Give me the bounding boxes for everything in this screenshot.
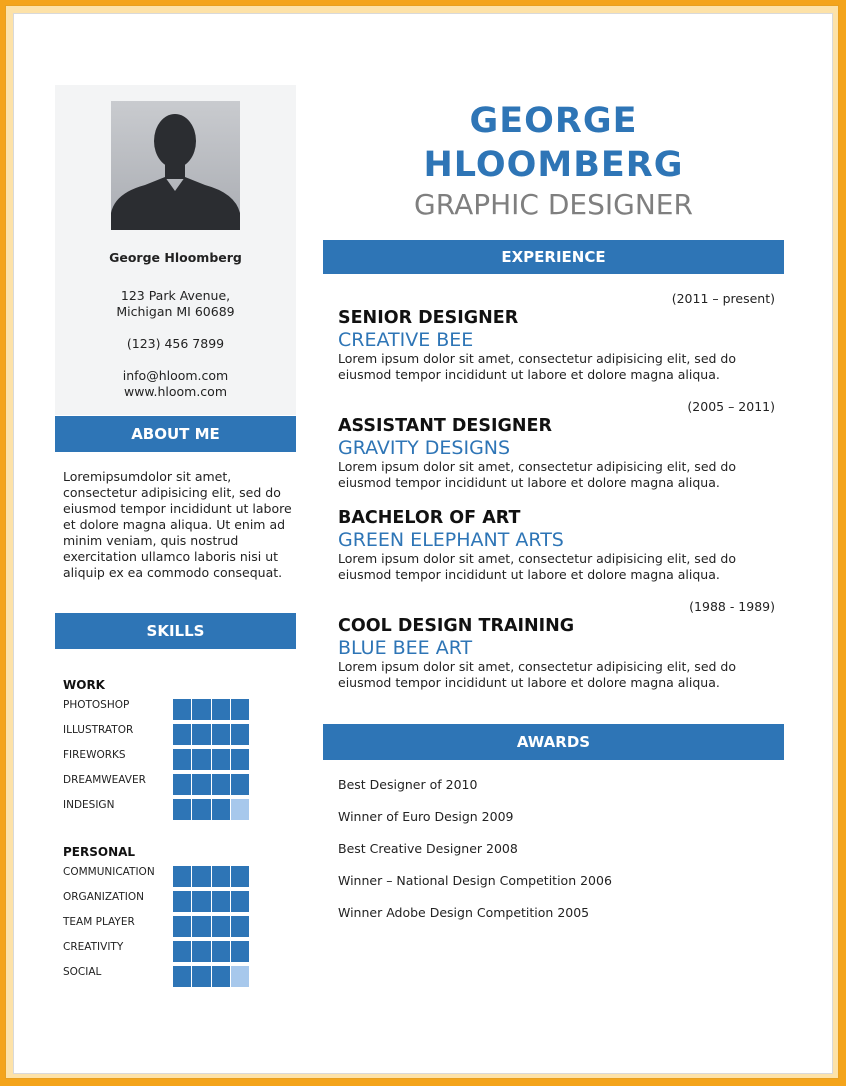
entry-title: ASSISTANT DESIGNER: [338, 416, 552, 436]
email-address: info@hloom.com: [122, 368, 229, 383]
skill-cell-filled: [231, 916, 249, 937]
website: www.hloom.com: [123, 384, 228, 399]
skill-label: TEAM PLAYER: [63, 916, 135, 928]
skill-cell-filled: [212, 866, 230, 887]
skill-cell-filled: [231, 699, 249, 720]
profile-name: George Hloomberg: [109, 250, 242, 265]
skill-cell-filled: [212, 891, 230, 912]
skill-cell-filled: [231, 941, 249, 962]
entry-period: (1988 - 1989): [689, 599, 775, 614]
skill-row: [63, 749, 253, 771]
skill-cell-filled: [173, 916, 191, 937]
skill-cell-filled: [192, 699, 210, 720]
person-silhouette-icon: [111, 101, 240, 230]
skill-cell-filled: [212, 966, 230, 987]
skill-label: COMMUNICATION: [63, 866, 155, 878]
skills-heading: SKILLS: [55, 613, 296, 649]
skill-cell-filled: [192, 749, 210, 770]
skill-cell-filled: [212, 724, 230, 745]
skill-level-meter: [173, 699, 249, 720]
entry-organization: GREEN ELEPHANT ARTS: [338, 529, 564, 551]
skill-cell-filled: [212, 699, 230, 720]
skill-cell-filled: [192, 966, 210, 987]
skill-cell-filled: [212, 799, 230, 820]
skill-cell-filled: [173, 699, 191, 720]
skill-level-meter: [173, 799, 249, 820]
entry-period: (2011 – present): [671, 291, 775, 306]
award-item: Winner Adobe Design Competition 2005: [338, 905, 590, 920]
entry-description-line-2: eiusmod tempor incididunt ut labore et dolore magna aliqua.: [338, 567, 720, 582]
skill-cell-filled: [212, 749, 230, 770]
skill-cell-filled: [173, 866, 191, 887]
entry-organization: BLUE BEE ART: [338, 637, 473, 659]
entry-description-line-1: Lorem ipsum dolor sit amet, consectetur adipisicing elit, sed do: [338, 459, 736, 474]
skill-cell-filled: [192, 774, 210, 795]
skill-label: INDESIGN: [63, 799, 115, 811]
skill-cell-filled: [231, 749, 249, 770]
skill-label: ORGANIZATION: [63, 891, 145, 903]
job-title: GRAPHIC DESIGNER: [414, 188, 693, 221]
entry-title: SENIOR DESIGNER: [338, 308, 519, 328]
skill-cell-empty: [231, 799, 249, 820]
skill-level-meter: [173, 749, 249, 770]
skill-label: SOCIAL: [63, 966, 102, 978]
skill-row: [63, 966, 253, 988]
skill-cell-filled: [231, 774, 249, 795]
skill-cell-filled: [192, 941, 210, 962]
skill-row: [63, 866, 253, 888]
skill-label: ILLUSTRATOR: [63, 724, 134, 736]
entry-title: BACHELOR OF ART: [338, 508, 521, 528]
personal-skills-label: PERSONAL: [63, 845, 136, 859]
skill-label: CREATIVITY: [63, 941, 124, 953]
about-text: Loremipsumdolor sit amet, consectetur adipisicing elit, sed do eiusmod tempor incididunt ut labore et dolore magna aliqua. Ut enim ad minim veniam, quis nostrud exercitation ullamco laboris nisi ut aliquip ex ea commodo consequat.: [63, 469, 292, 580]
award-item: Winner – National Design Competition 2006: [338, 873, 612, 888]
entry-organization: CREATIVE BEE: [338, 329, 474, 351]
skill-cell-filled: [173, 799, 191, 820]
first-name: GEORGE: [469, 101, 638, 141]
entry-title: COOL DESIGN TRAINING: [338, 616, 575, 636]
skill-cell-filled: [173, 724, 191, 745]
skill-cell-filled: [212, 941, 230, 962]
skill-row: [63, 941, 253, 963]
skill-cell-filled: [173, 749, 191, 770]
skill-cell-filled: [192, 866, 210, 887]
skill-cell-filled: [231, 724, 249, 745]
skill-level-meter: [173, 891, 249, 912]
work-skills-label: WORK: [63, 678, 105, 692]
entry-description-line-1: Lorem ipsum dolor sit amet, consectetur adipisicing elit, sed do: [338, 351, 736, 366]
skill-level-meter: [173, 724, 249, 745]
skill-level-meter: [173, 774, 249, 795]
skill-row: [63, 699, 253, 721]
skill-row: [63, 891, 253, 913]
skill-level-meter: [173, 941, 249, 962]
skill-level-meter: [173, 866, 249, 887]
entry-description-line-1: Lorem ipsum dolor sit amet, consectetur adipisicing elit, sed do: [338, 659, 736, 674]
skill-label: DREAMWEAVER: [63, 774, 146, 786]
skill-row: [63, 724, 253, 746]
skill-cell-empty: [231, 966, 249, 987]
entry-description-line-2: eiusmod tempor incididunt ut labore et dolore magna aliqua.: [338, 367, 720, 382]
last-name: HLOOMBERG: [423, 145, 684, 185]
skill-label: FIREWORKS: [63, 749, 126, 761]
award-item: Best Designer of 2010: [338, 777, 478, 792]
skill-cell-filled: [192, 916, 210, 937]
skill-label: PHOTOSHOP: [63, 699, 130, 711]
about-heading: ABOUT ME: [55, 416, 296, 452]
address-line-1: 123 Park Avenue,: [120, 288, 231, 303]
award-item: Winner of Euro Design 2009: [338, 809, 514, 824]
award-item: Best Creative Designer 2008: [338, 841, 518, 856]
skill-cell-filled: [173, 941, 191, 962]
skill-cell-filled: [212, 774, 230, 795]
skill-cell-filled: [192, 799, 210, 820]
entry-description-line-1: Lorem ipsum dolor sit amet, consectetur adipisicing elit, sed do: [338, 551, 736, 566]
skill-cell-filled: [231, 866, 249, 887]
skill-row: [63, 799, 253, 821]
skill-cell-filled: [231, 891, 249, 912]
skill-cell-filled: [173, 774, 191, 795]
skill-cell-filled: [192, 891, 210, 912]
address-line-2: Michigan MI 60689: [116, 304, 235, 319]
experience-heading: EXPERIENCE: [323, 240, 784, 274]
phone-number: (123) 456 7899: [126, 336, 225, 351]
skill-row: [63, 916, 253, 938]
skill-cell-filled: [192, 724, 210, 745]
skill-cell-filled: [212, 916, 230, 937]
entry-period: (2005 – 2011): [687, 399, 775, 414]
entry-organization: GRAVITY DESIGNS: [338, 437, 511, 459]
skill-level-meter: [173, 916, 249, 937]
entry-description-line-2: eiusmod tempor incididunt ut labore et dolore magna aliqua.: [338, 475, 720, 490]
skill-level-meter: [173, 966, 249, 987]
entry-description-line-2: eiusmod tempor incididunt ut labore et dolore magna aliqua.: [338, 675, 720, 690]
skill-cell-filled: [173, 891, 191, 912]
skill-row: [63, 774, 253, 796]
skill-cell-filled: [173, 966, 191, 987]
awards-heading: AWARDS: [323, 724, 784, 760]
